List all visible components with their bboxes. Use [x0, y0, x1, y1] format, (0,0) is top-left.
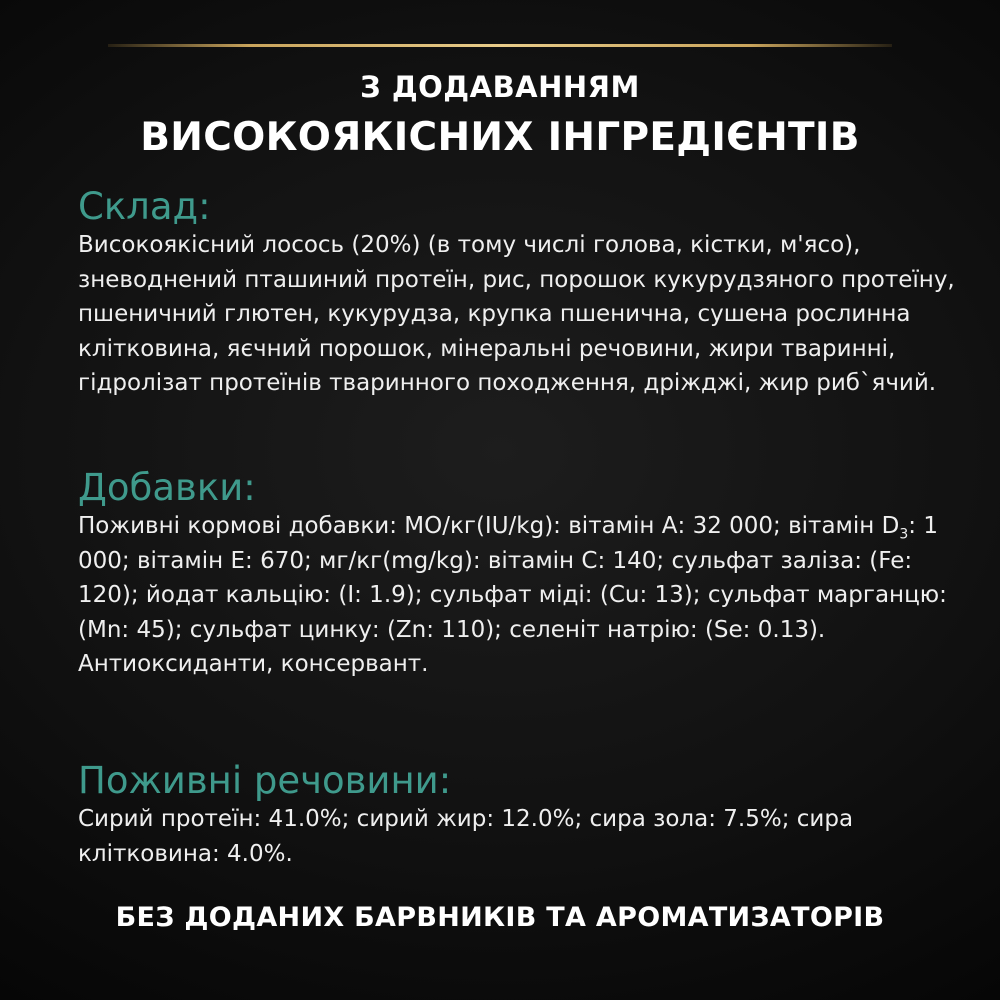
nutrients-section [78, 760, 958, 871]
headline-line-1: З ДОДАВАННЯМ [360, 70, 640, 104]
footer-claim: БЕЗ ДОДАНИХ БАРВНИКІВ ТА АРОМАТИЗАТОРІВ [115, 902, 885, 933]
gold-divider-line [108, 44, 892, 47]
composition-heading: Склад: [78, 185, 211, 228]
composition-text: Високоякісний лосось (20%) (в тому числі голова, кістки, м'ясо), зневоднений пташиний протеїн, рис, порошок кукурудзяного протеїну, пшеничний глютен, кукурудза, крупка пшенична, сушена рослинна клітковина, яєчний порошок, мінеральні речовини, жири тваринні, гідролізат протеїнів тваринного походження, дріжджі, жир риб`ячий. [78, 232, 955, 396]
nutrients-heading: Поживні речовини: [78, 759, 452, 802]
additives-text-part-2: : 1 000; вітамін Е: 670; мг/кг(mg/kg): вітамін С: 140; сульфат заліза: (Fe: 120); йодат кальцію: (I: 1.9); сульфат міді: (Cu: 13); сульфат марганцю: (Mn: 45); сульфат цинку: (Zn: 110); селеніт натрію: (Se: 0.13). Антиоксиданти, консервант. [78, 513, 947, 677]
additives-text-part-1: Поживні кормові добавки: МО/кг(IU/kg): вітамін А: 32 000; вітамін D [78, 513, 900, 539]
composition-section [78, 186, 958, 401]
additives-section [78, 467, 958, 682]
nutrients-text: Сирий протеїн: 41.0%; сирий жир: 12.0%; сира зола: 7.5%; сира клітковина: 4.0%. [78, 806, 854, 867]
additives-heading: Добавки: [78, 466, 256, 509]
additives-text [78, 509, 958, 682]
headline-line-2: ВИСОКОЯКІСНИХ ІНГРЕДІЄНТІВ [140, 115, 860, 160]
vitamin-d-subscript: 3 [899, 526, 909, 543]
